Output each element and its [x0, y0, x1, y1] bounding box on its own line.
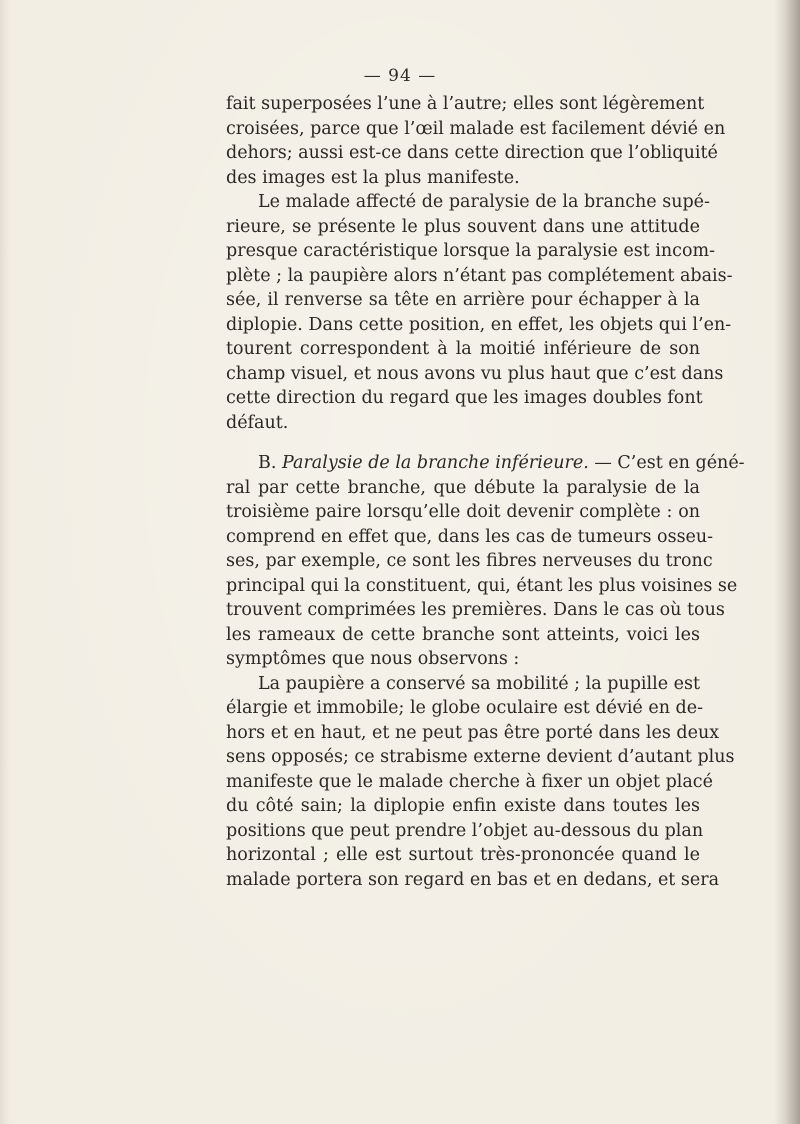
paragraph-superior-branch — [226, 190, 733, 435]
text-line: défaut. — [226, 412, 289, 433]
text-line: du côté sain; la diplopie enfin existe dans toutes les — [226, 796, 700, 816]
text-line: les rameaux de cette branche sont atteints, voici les — [226, 624, 700, 645]
text-line: comprend en effet que, dans les cas de tumeurs osseu- — [226, 526, 714, 547]
section-title: Paralysie de la branche inférieure. — [282, 453, 589, 473]
section-label: B. — [258, 453, 277, 473]
text-line: élargie et immobile; le globe oculaire est dévié en de- — [226, 698, 704, 718]
text-line: des images est la plus manifeste. — [226, 167, 520, 188]
section-b — [226, 451, 745, 672]
text-line: sens opposés; ce strabisme externe devient d’autant plus — [226, 747, 735, 767]
text-line: cette direction du regard que les images doubles font — [226, 388, 703, 408]
text-line: fait superposées l’une à l’autre; elles sont légèrement — [226, 94, 705, 114]
text-line: diplopie. Dans cette position, en effet, les objets qui l’en- — [226, 314, 732, 335]
paragraph-continuation — [226, 92, 726, 190]
text-line: ses, par exemple, ce sont les fibres nerveuses du tronc — [226, 551, 713, 571]
text-line: tourent correspondent à la moitié inférieure de son — [226, 339, 700, 359]
page-number: — 94 — — [363, 66, 437, 86]
text-line: croisées, parce que l’œil malade est facilement dévié en — [226, 118, 726, 139]
section-gap — [226, 435, 700, 451]
body-text — [226, 92, 745, 892]
text-line: rieure, se présente le plus souvent dans une attitude — [226, 216, 700, 237]
text-line: La paupière a conservé sa mobilité ; la pupille est — [258, 673, 700, 694]
text-line: presque caractéristique lorsque la paralysie est incom- — [226, 241, 716, 261]
page-right-edge-shadow — [774, 0, 800, 1124]
text-line: positions que peut prendre l’objet au-dessous du plan — [226, 820, 704, 841]
text-line: ral par cette branche, que débute la paralysie de la — [226, 477, 700, 498]
text-line: malade portera son regard en bas et en dedans, et sera — [226, 869, 720, 890]
text-line: hors et en haut, et ne peut pas être porté dans les deux — [226, 722, 720, 743]
text-line: principal qui la constituent, qui, étant les plus voisines se — [226, 575, 738, 596]
text-line: sée, il renverse sa tête en arrière pour échapper à la — [226, 290, 700, 310]
text-line: Le malade affecté de paralysie de la branche supé- — [258, 192, 710, 212]
page-left-edge — [0, 0, 10, 1124]
text-line: horizontal ; elle est surtout très-prononcée quand le — [226, 845, 700, 865]
text-line: dehors; aussi est-ce dans cette direction que l’obliquité — [226, 143, 718, 163]
section-heading-line — [226, 451, 745, 476]
paragraph-symptoms — [226, 672, 735, 893]
text-line: trouvent comprimées les premières. Dans le cas où tous — [226, 600, 725, 620]
text-line: troisième paire lorsqu’elle doit devenir complète : on — [226, 502, 700, 522]
text-line: symptômes que nous observons : — [226, 649, 520, 669]
text-line: champ visuel, et nous avons vu plus haut que c’est dans — [226, 363, 724, 384]
text-line: manifeste que le malade cherche à fixer un objet placé — [226, 771, 713, 792]
text-line: plète ; la paupière alors n’étant pas complétement abais- — [226, 265, 733, 286]
section-heading-rest: — C’est en géné- — [594, 453, 745, 473]
